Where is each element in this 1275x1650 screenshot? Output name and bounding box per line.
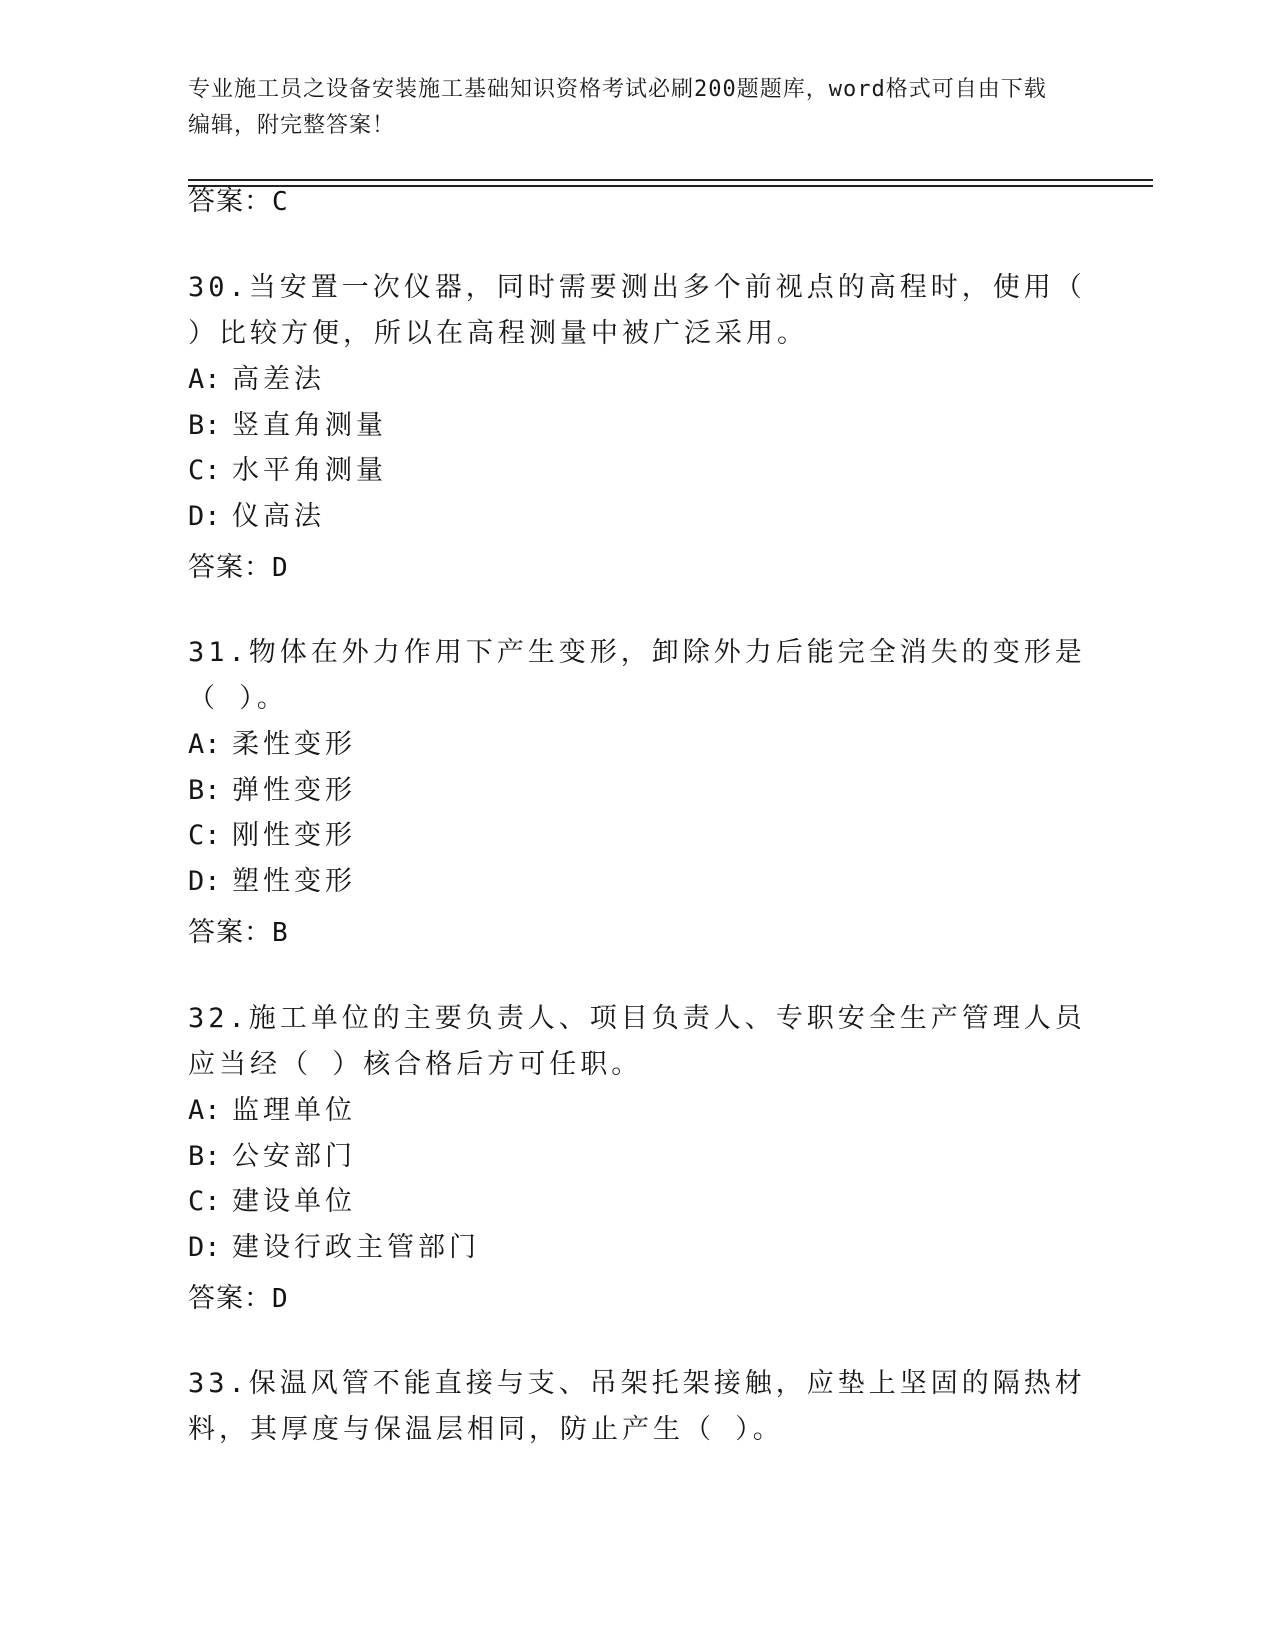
question-32 [188, 996, 1088, 1270]
option-key: A: [188, 1095, 221, 1126]
option-c [188, 448, 1088, 494]
option-text: 监理单位 [232, 1095, 356, 1126]
option-text: 仪高法 [232, 500, 325, 532]
option-key: A: [188, 729, 221, 760]
option-d [188, 494, 1088, 540]
option-c [188, 813, 1088, 859]
option-d [188, 859, 1088, 905]
question-stem: 33.保温风管不能直接与支、吊架托架接触，应垫上坚固的隔热材料，其厚度与保温层相同，防止产生（ ）。 [188, 1368, 1086, 1445]
option-key: D: [188, 1231, 221, 1263]
option-text: 高差法 [232, 364, 325, 395]
answer-line [188, 913, 288, 953]
option-b [188, 403, 1088, 449]
header-divider-line [188, 179, 1153, 181]
option-key: B: [188, 1140, 221, 1172]
answer-line [188, 548, 288, 588]
answer-line [188, 1279, 288, 1319]
option-a [188, 1088, 1088, 1134]
question-30 [188, 265, 1088, 539]
question-31 [188, 630, 1088, 904]
option-key: D: [188, 865, 221, 897]
header-divider-line-second [188, 185, 1153, 187]
option-text: 建设行政主管部门 [232, 1231, 480, 1263]
answer-line [188, 182, 288, 222]
option-key: C: [188, 820, 221, 851]
answer-label: 答案： [188, 917, 272, 948]
option-text: 柔性变形 [232, 729, 356, 760]
option-text: 弹性变形 [232, 774, 356, 806]
option-text: 建设单位 [232, 1186, 356, 1217]
option-text: 塑性变形 [232, 865, 356, 897]
answer-label: 答案： [188, 1283, 272, 1314]
option-key: D: [188, 500, 221, 532]
question-stem: 30.当安置一次仪器，同时需要测出多个前视点的高程时，使用（ ）比较方便，所以在高程测量中被广泛采用。 [188, 272, 1086, 349]
option-text: 公安部门 [232, 1140, 356, 1172]
answer-value: D [272, 1284, 288, 1314]
question-33 [188, 1361, 1088, 1453]
option-a [188, 722, 1088, 768]
question-stem: 31.物体在外力作用下产生变形，卸除外力后能完全消失的变形是（ ）。 [188, 637, 1086, 714]
option-a [188, 357, 1088, 403]
option-key: A: [188, 364, 221, 395]
option-key: B: [188, 409, 221, 441]
option-b [188, 768, 1088, 814]
answer-value: D [272, 553, 288, 583]
option-key: B: [188, 774, 221, 806]
option-key: C: [188, 455, 221, 486]
answer-label: 答案： [188, 186, 272, 217]
answer-value: B [272, 918, 288, 948]
option-text: 刚性变形 [232, 820, 356, 851]
option-text: 竖直角测量 [232, 409, 387, 441]
answer-label: 答案： [188, 552, 272, 583]
option-c [188, 1179, 1088, 1225]
option-key: C: [188, 1186, 221, 1217]
answer-value: C [272, 187, 288, 217]
question-stem: 32.施工单位的主要负责人、项目负责人、专职安全生产管理人员应当经（ ）核合格后方可任职。 [188, 1003, 1086, 1080]
document-header: 专业施工员之设备安装施工基础知识资格考试必刷200题题库，word格式可自由下载编辑，附完整答案！ [188, 77, 1047, 138]
option-text: 水平角测量 [232, 455, 387, 486]
option-b [188, 1134, 1088, 1180]
option-d [188, 1225, 1088, 1271]
